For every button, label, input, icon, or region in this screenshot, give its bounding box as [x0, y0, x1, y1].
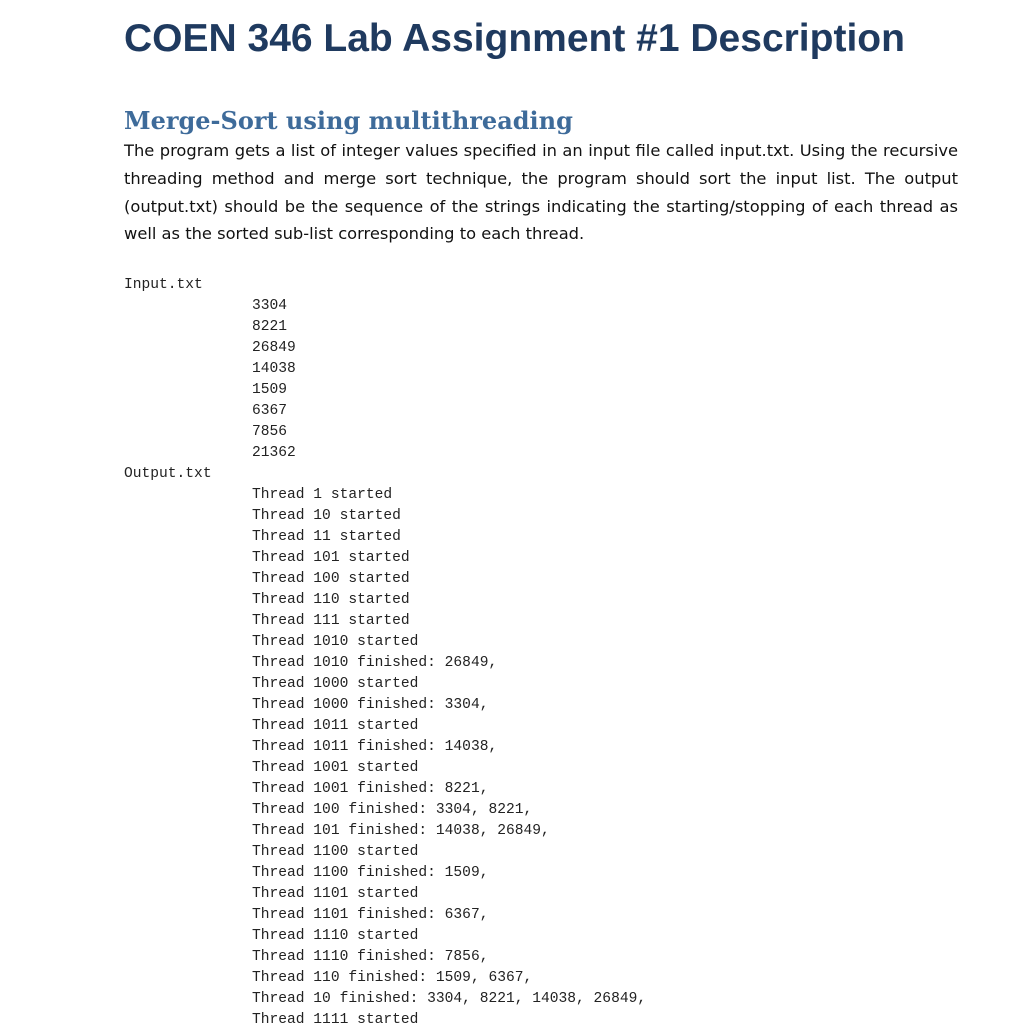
section-heading: Merge-Sort using multithreading [124, 106, 573, 135]
output-line: Thread 1110 started [252, 928, 419, 944]
output-line: Thread 1101 started [252, 886, 419, 902]
output-line: Thread 1001 started [252, 760, 419, 776]
output-line: Thread 1101 finished: 6367, [252, 907, 489, 923]
input-values-list [252, 296, 296, 464]
output-line: Thread 1100 started [252, 844, 419, 860]
input-value: 6367 [252, 403, 288, 419]
output-line: Thread 100 finished: 3304, 8221, [252, 802, 533, 818]
assignment-description: The program gets a list of integer values specified in an input file called input.txt. Using the recursive threading method and merge sort technique, the program should sort the input list. The output (output.txt) should be the sequence of the strings indicating the starting/stopping of each thread as well as the sorted sub-list corresponding to each thread. [124, 141, 958, 244]
output-line: Thread 1100 finished: 1509, [252, 865, 489, 881]
output-line: Thread 101 finished: 14038, 26849, [252, 823, 550, 839]
output-line: Thread 1011 started [252, 718, 419, 734]
output-line: Thread 1010 started [252, 634, 419, 650]
output-line: Thread 110 finished: 1509, 6367, [252, 970, 533, 986]
output-line: Thread 110 started [252, 592, 410, 608]
output-line: Thread 1000 finished: 3304, [252, 697, 489, 713]
output-line: Thread 10 started [252, 508, 401, 524]
input-file-label: Input.txt [124, 277, 203, 293]
output-line: Thread 10 finished: 3304, 8221, 14038, 26849, [252, 991, 647, 1007]
output-line: Thread 11 started [252, 529, 401, 545]
output-line: Thread 1000 started [252, 676, 419, 692]
input-value: 14038 [252, 361, 296, 377]
output-file-label: Output.txt [124, 466, 212, 482]
output-line: Thread 100 started [252, 571, 410, 587]
output-line: Thread 101 started [252, 550, 410, 566]
output-line: Thread 1110 finished: 7856, [252, 949, 489, 965]
input-value: 7856 [252, 424, 288, 440]
input-value: 1509 [252, 382, 288, 398]
input-value: 3304 [252, 298, 288, 314]
output-lines-list [252, 485, 646, 1031]
input-value: 26849 [252, 340, 296, 356]
output-line: Thread 1010 finished: 26849, [252, 655, 498, 671]
input-value: 21362 [252, 445, 296, 461]
input-value: 8221 [252, 319, 288, 335]
output-line: Thread 111 started [252, 613, 410, 629]
output-line: Thread 1001 finished: 8221, [252, 781, 489, 797]
output-line: Thread 1 started [252, 487, 393, 503]
output-line: Thread 1011 finished: 14038, [252, 739, 498, 755]
output-line: Thread 1111 started [252, 1012, 419, 1028]
document-title: COEN 346 Lab Assignment #1 Description [124, 17, 905, 60]
